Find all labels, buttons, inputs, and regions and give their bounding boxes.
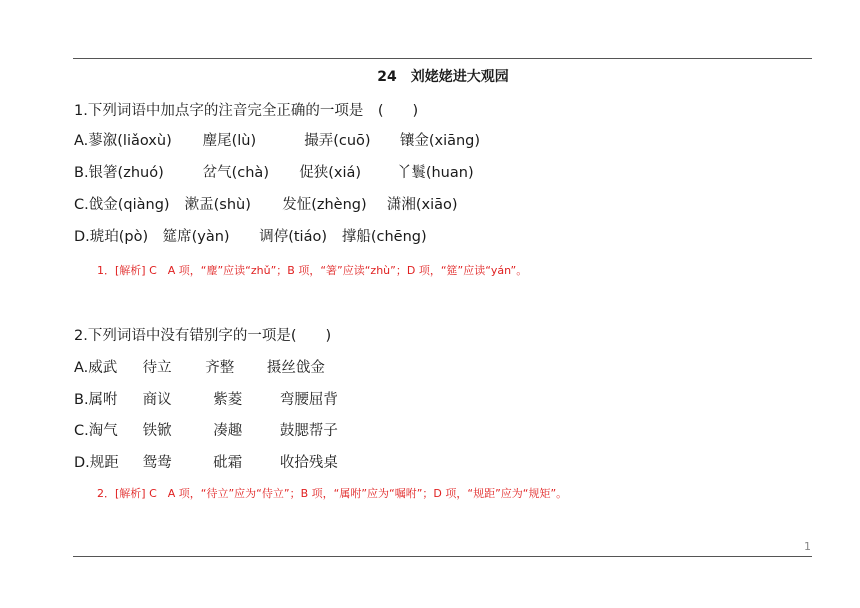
question-1-option-a: [74, 129, 480, 150]
option-term: 商议: [142, 392, 172, 408]
option-term: 促狭(xiá): [299, 165, 362, 181]
option-term: D.琥珀(pò): [74, 229, 149, 245]
option-term: 撑船(chēng): [341, 229, 427, 245]
option-term: C.戗金(qiàng): [74, 197, 170, 213]
option-term: 鸳鸯: [142, 455, 172, 471]
option-term: 岔气(chà): [202, 165, 269, 181]
question-2-option-d: [74, 451, 338, 472]
option-term: 待立: [142, 360, 172, 376]
option-term: 摄丝戗金: [266, 360, 325, 376]
option-term: 收拾残桌: [279, 455, 338, 471]
question-1-option-b: [74, 161, 474, 182]
option-term: 撮弄(cuō): [304, 133, 371, 149]
question-1-answer: 1．[解析] C A 项，“麈”应读“zhǔ”；B 项，“箸”应读“zhù”；D 项，“筵”应读“yán”。: [97, 264, 528, 277]
option-term: B.银箸(zhuó): [74, 165, 164, 181]
option-term: D.规距: [74, 455, 119, 471]
option-term: 凑趣: [213, 423, 243, 439]
option-term: 铁锨: [142, 423, 172, 439]
option-term: A.蓼溆(liǎoxù): [74, 133, 172, 149]
option-term: 筵席(yàn): [162, 229, 230, 245]
option-term: 潇湘(xiāo): [386, 197, 458, 213]
question-2-answer: 2．[解析] C A 项，“待立”应为“侍立”；B 项，“属咐”应为“嘱咐”；D 项，“规距”应为“规矩”。: [97, 487, 568, 500]
footer-rule: [73, 556, 812, 557]
question-1-option-d: [74, 225, 427, 246]
page-number: 1: [804, 540, 811, 553]
header-rule: [73, 58, 812, 59]
option-term: C.淘气: [74, 423, 118, 439]
option-term: 丫鬟(huan): [396, 165, 474, 181]
question-2-option-b: [74, 388, 338, 409]
question-1-stem: 1.下列词语中加点字的注音完全正确的一项是 ( ): [74, 103, 419, 119]
option-term: 发怔(zhèng): [282, 197, 367, 213]
option-term: 紫菱: [213, 392, 243, 408]
option-term: 镶金(xiāng): [399, 133, 481, 149]
question-2-option-a: [74, 356, 325, 377]
option-term: 砒霜: [213, 455, 243, 471]
option-term: 麈尾(lù): [202, 133, 257, 149]
option-term: 漱盂(shù): [184, 197, 251, 213]
page-title: 24 刘姥姥进大观园: [377, 69, 509, 85]
option-term: 调停(tiáo): [259, 229, 328, 245]
option-term: B.属咐: [74, 392, 118, 408]
option-term: A.威武: [74, 360, 118, 376]
question-2-option-c: [74, 419, 338, 440]
option-term: 鼓腮帮子: [279, 423, 338, 439]
question-1-option-c: [74, 193, 458, 214]
option-term: 齐整: [205, 360, 235, 376]
question-2-stem: 2.下列词语中没有错别字的一项是( ): [74, 328, 332, 344]
option-term: 弯腰屈背: [279, 392, 338, 408]
